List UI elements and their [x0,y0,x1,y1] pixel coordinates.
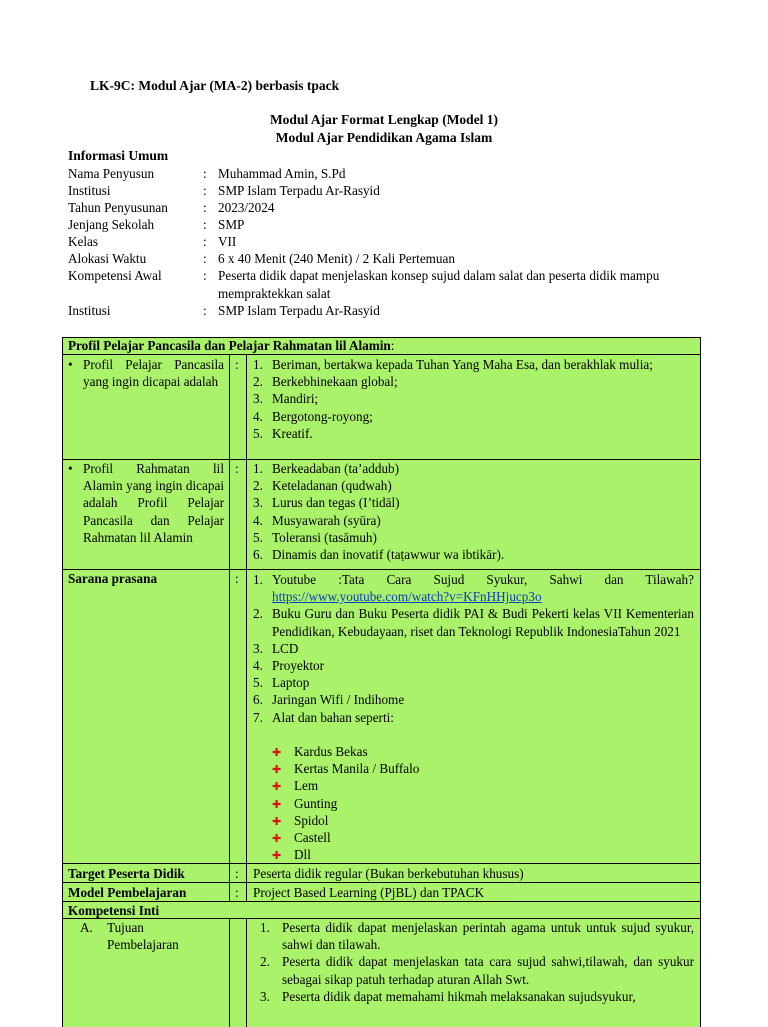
info-value: SMP Islam Terpadu Ar-Rasyid [218,183,380,198]
profil-rahmatan-text: Profil Rahmatan lil Alamin yang ingin dicapai adalah Profil Pelajar Pancasila dan Pelajar Rahmatan lil Alamin [83,461,224,545]
list-item: 6. Jaringan Wifi / Indihome [253,692,405,708]
info-row-institusi-2 [68,302,708,319]
info-row-alokasi [68,250,708,267]
model-value: Project Based Learning (PjBL) dan TPACK [253,885,485,900]
header-colon: : [390,338,395,353]
info-row-kelas [68,233,708,250]
list-item: 1. Beriman, bertakwa kepada Tuhan Yang Maha Esa, dan berakhlak mulia; [253,357,653,372]
list-item: 3. Lurus dan tegas (I’tidāl) [253,495,400,511]
tool-item: ✚ Kertas Manila / Buffalo [272,760,692,777]
tujuan-list [260,919,694,1005]
info-colon: : [203,217,207,232]
info-value: VII [218,234,237,249]
tool-item: ✚ Gunting [272,795,692,812]
list-item: 2. Keteladanan (qudwah) [253,478,392,494]
profile-table [62,337,701,1027]
list-item: 1. Youtube :Tata Cara Sujud Syukur, Sahwi dan Tilawah? https://www.youtube.com/watch?v=KFnHHjucp3o [253,572,694,605]
info-value: SMP Islam Terpadu Ar-Rasyid [218,303,380,318]
profil-pancasila-list [253,356,694,442]
youtube-link[interactable]: https://www.youtube.com/watch?v=KFnHHjucp3o [272,589,542,605]
arrow-bullet-icon: ✚ [272,798,282,811]
info-colon: : [203,234,207,249]
list-item: 2. Peserta didik dapat menjelaskan tata cara sujud sahwi,tilawah, dan syukur sebagai sikap patuh terhadap aturan Allah Swt. [260,954,694,987]
info-value: 2023/2024 [218,200,275,215]
arrow-bullet-icon: ✚ [272,815,282,828]
tool-item: ✚ Kardus Bekas [272,743,692,760]
info-colon: : [203,268,207,283]
info-value: 6 x 40 Menit (240 Menit) / 2 Kali Pertemuan [218,251,455,266]
info-colon: : [203,200,207,215]
tujuan-label: Tujuan Pembelajaran [107,920,179,953]
info-row-jenjang [68,216,708,233]
sarana-label: Sarana prasana [68,571,158,586]
table-header [68,337,693,354]
info-label: Institusi [68,183,111,198]
list-item: 3. Mandiri; [253,391,319,407]
table-header-title: Profil Pelajar Pancasila dan Pelajar Rahmatan lil Alamin [68,338,391,353]
target-value: Peserta didik regular (Bukan berkebutuhan khusus) [253,866,524,881]
info-value: SMP [218,217,245,232]
arrow-bullet-icon: ✚ [272,832,282,845]
row-colon: : [235,461,239,476]
module-title: Modul Ajar Format Lengkap (Model 1) [269,112,499,127]
tujuan-letter: A. [80,920,93,935]
arrow-bullet-icon: ✚ [272,764,282,777]
tool-item: ✚ Lem [272,777,692,794]
list-item: 5. Kreatif. [253,425,313,441]
list-item: 7. Alat dan bahan seperti: [253,709,394,725]
table-border [246,354,247,901]
row-colon: : [235,571,239,586]
module-subtitle: Modul Ajar Pendidikan Agama Islam [275,130,493,145]
list-item: 3. Peserta didik dapat memahami hikmah melaksanakan sujudsyukur, [260,988,636,1004]
list-item: 2. Buku Guru dan Buku Peserta didik PAI & Budi Pekerti kelas VII Kementerian Pendidikan, Kebudayaan, riset dan Teknologi Republik IndonesiaTahun 2021 [253,606,694,639]
list-item: 4. Bergotong-royong; [253,408,373,424]
tool-item: ✚ Spidol [272,812,692,829]
info-colon: : [203,166,207,181]
info-label: Alokasi Waktu [68,251,147,266]
info-colon: : [203,251,207,266]
kompetensi-inti-label: Kompetensi Inti [68,903,160,918]
bullet-icon: • [68,357,73,372]
info-label: Jenjang Sekolah [68,217,155,232]
list-item: 1. Peserta didik dapat menjelaskan perintah agama untuk untuk sujud syukur, sahwi dan tilawah. [260,920,694,953]
row-colon: : [235,885,239,900]
list-item: 4. Musyawarah (syūra) [253,512,381,528]
tools-list [272,743,692,863]
profil-pancasila-label [68,356,224,390]
info-label: Tahun Penyusunan [68,200,168,215]
info-colon: : [203,303,207,318]
info-label: Institusi [68,303,111,318]
target-label: Target Peserta Didik [68,866,185,881]
tool-item: ✚ Dll [272,846,692,863]
list-item: 6. Dinamis dan inovatif (taṭawwur wa ibtikār). [253,547,505,563]
row-colon: : [235,866,239,881]
table-border [62,337,63,1027]
info-colon: : [203,183,207,198]
row-colon: : [235,357,239,372]
list-item: 5. Toleransi (tasāmuh) [253,529,377,545]
list-item: 2. Berkebhinekaan global; [253,374,398,390]
table-border [700,337,701,1027]
profil-rahmatan-label [68,460,224,546]
tool-item: ✚ Castell [272,829,692,846]
table-border [229,918,230,1027]
document-code-title: LK-9C: Modul Ajar (MA-2) berbasis tpack [90,78,340,93]
bullet-icon: • [68,461,73,476]
info-value: Muhammad Amin, S.Pd [218,166,346,181]
info-row-kompetensi-awal [68,267,708,301]
list-item: 1. Berkeadaban (ta’addub) [253,461,400,476]
info-row-nama-penyusun [68,165,708,182]
list-item: 3. LCD [253,640,299,656]
info-label: Nama Penyusun [68,166,155,181]
info-row-institusi [68,182,708,199]
info-row-tahun [68,199,708,216]
info-section-title: Informasi Umum [68,148,169,163]
table-border [246,918,247,1027]
arrow-bullet-icon: ✚ [272,850,282,863]
arrow-bullet-icon: ✚ [272,747,282,759]
info-label: Kompetensi Awal [68,268,162,283]
sarana-list [253,571,694,726]
profil-rahmatan-list [253,460,694,563]
arrow-bullet-icon: ✚ [272,781,282,794]
list-item: 4. Proyektor [253,658,325,674]
table-border [229,354,230,901]
info-label: Kelas [68,234,99,249]
model-label: Model Pembelajaran [68,885,187,900]
profil-pancasila-text: Profil Pelajar Pancasila yang ingin dicapai adalah [83,357,224,390]
list-item: 5. Laptop [253,675,310,691]
info-value: Peserta didik dapat menjelaskan konsep sujud dalam salat dan peserta didik mampu mempraktekkan salat [218,268,660,301]
